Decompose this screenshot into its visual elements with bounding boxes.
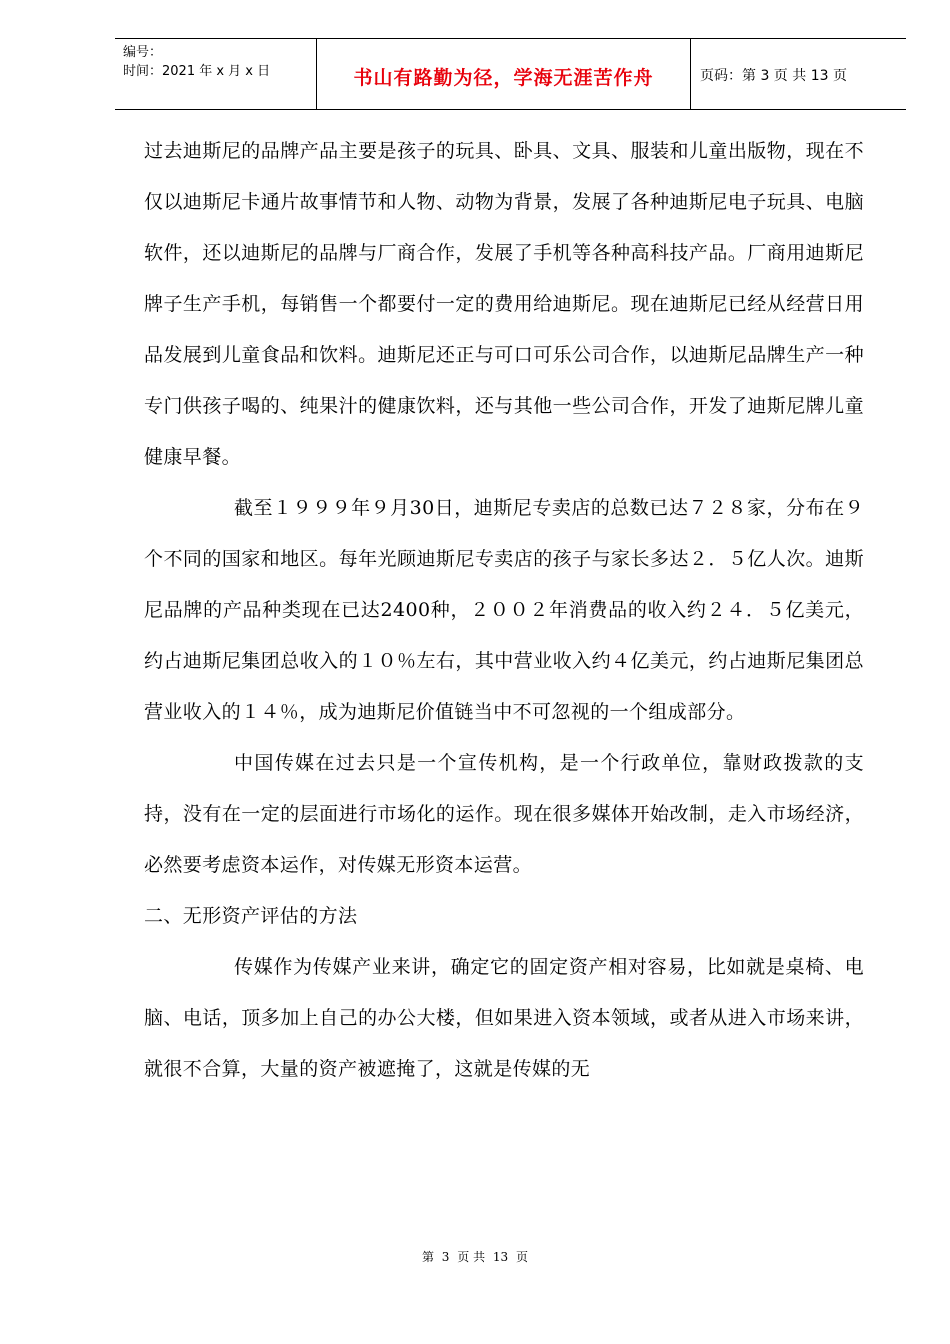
header-page-cell: [690, 39, 906, 109]
footer-page-number: 3: [441, 1250, 450, 1264]
header-info-cell: [115, 39, 315, 109]
section-heading: 二、无形资产评估的方法: [144, 905, 358, 927]
paragraph: 过去迪斯尼的品牌产品主要是孩子的玩具、卧具、文具、服装和儿童出版物，现在不仅以迪斯尼卡通片故事情节和人物、动物为背景，发展了各种迪斯尼电子玩具、电脑软件，还以迪斯尼的品牌与厂商合作，发展了手机等各种高科技产品。厂商用迪斯尼牌子生产手机，每销售一个都要付一定的费用给迪斯尼。现在迪斯尼已经从经营日用品发展到儿童食品和饮料。迪斯尼还正与可口可乐公司合作，以迪斯尼品牌生产一种专门供孩子喝的、纯果汁的健康饮料，还与其他一些公司合作，开发了迪斯尼牌儿童健康早餐。: [144, 140, 864, 468]
document-body: [144, 126, 864, 1095]
footer-total-pages: 13: [492, 1250, 509, 1264]
paragraph: 中国传媒在过去只是一个宣传机构，是一个行政单位，靠财政拨款的支持，没有在一定的层面进行市场化的运作。现在很多媒体开始改制，走入市场经济，必然要考虑资本运作，对传媒无形资本运营。: [144, 752, 864, 876]
page-footer: [0, 1248, 950, 1265]
footer-page-word: 第: [421, 1250, 434, 1264]
header-page-code: 页码：第 3 页 共 13 页: [700, 68, 847, 84]
time-label: 时间：2021 年 x 月 x 日: [123, 64, 271, 79]
header-motto-cell: [316, 39, 691, 109]
page-header: [115, 38, 906, 110]
serial-label: 编号：: [123, 45, 163, 60]
footer-page-end: 页: [516, 1250, 529, 1264]
footer-page-mid: 页 共: [457, 1250, 486, 1264]
paragraph: 传媒作为传媒产业来讲，确定它的固定资产相对容易，比如就是桌椅、电脑、电话，顶多加上自己的办公大楼，但如果进入资本领域，或者从进入市场来讲，就很不合算，大量的资产被遮掩了，这就是传媒的无: [144, 956, 864, 1080]
paragraph: 截至１９９９年９月30日，迪斯尼专卖店的总数已达７２８家，分布在９个不同的国家和地区。每年光顾迪斯尼专卖店的孩子与家长多达２．５亿人次。迪斯尼品牌的产品种类现在已达2400种，２００２年消费品的收入约２４．５亿美元，约占迪斯尼集团总收入的１０％左右，其中营业收入约４亿美元，约占迪斯尼集团总营业收入的１４％，成为迪斯尼价值链当中不可忽视的一个组成部分。: [144, 497, 864, 723]
header-motto: 书山有路勤为径，学海无涯苦作舟: [353, 67, 654, 89]
